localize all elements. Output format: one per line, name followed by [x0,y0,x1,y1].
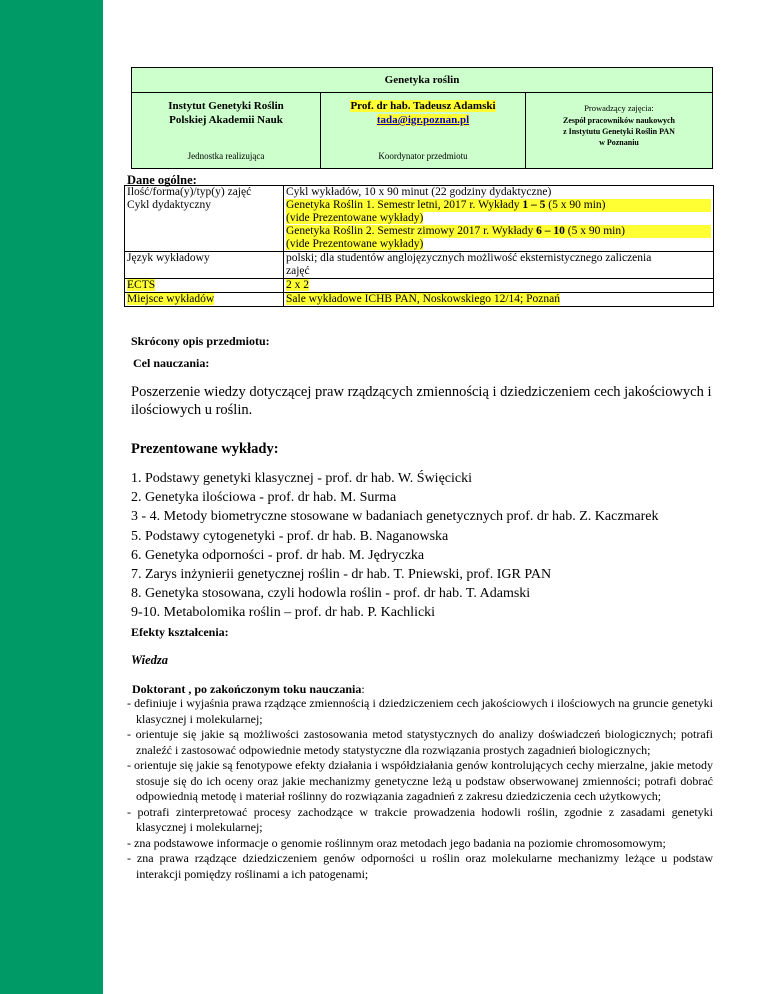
value-line: zajęć [286,265,310,277]
key-cycle: Cykl dydaktyczny [127,199,211,211]
coordinator-cell [321,92,526,169]
list-item: - zna podstawowe informacje o genomie roślinnym oraz metodach jego badania na poziomie chromosomowym; [127,835,666,850]
instructors-cell [526,92,712,169]
outcomes-list [127,696,713,882]
coordinator-label: Koordynator przedmiotu [378,151,468,161]
list-item: - potrafi zinterpretować procesy zachodzące w trakcie prowadzenia hodowli roślin, zgodnie z zasadami genetyki klasycznej i molekularnej; [127,804,713,834]
coordinator-email-link[interactable]: tada@igr.poznan.pl [376,114,470,126]
institute-line-1: Instytut Genetyki Roślin [168,100,284,112]
row-value [284,293,714,307]
table-row [125,279,714,293]
row-key [125,252,284,279]
key-forms: Ilość/forma(y)/typ(y) zajęć [127,186,252,198]
value-place: Sale wykładowe ICHB PAN, Noskowskiego 12/14; Poznań [286,293,560,305]
instructors-label: Prowadzący zajęcia: [584,103,654,113]
lectures-heading: Prezentowane wykłady: [131,441,279,457]
value-part: Genetyka Roślin 1. Semestr letni, 2017 r. Wykłady [286,199,523,211]
coordinator-name: Prof. dr hab. Tadeusz Adamski [350,100,496,112]
institute-label: Jednostka realizująca [187,151,265,161]
instructors-line-3: w Poznaniu [599,138,639,147]
value-line-highlighted: (vide Prezentowane wykłady) [286,212,424,224]
list-item: - orientuje się jakie są fenotypowe efekty działania i współdziałania genów kontrolujących cechy mierzalne, jakie metody stosuje się do ich oceny oraz jakie mechanizmy genetyczne leżą u podstaw obserwowanej zmienności; potrafi dobrać odpowiednią metodę i materiał roślinny do rozwiązania zagadnień z zakresu dziedziczenia cech użytkowych; [127,758,713,803]
table-row [125,252,714,279]
institute-line-2: Polskiej Akademii Nauk [169,114,283,126]
list-item: 6. Genetyka odporności - prof. dr hab. M. Jędryczka [131,547,425,563]
row-value [284,252,714,279]
key-language: Język wykładowy [127,252,210,264]
row-value [284,279,714,293]
value-line: polski; dla studentów anglojęzycznych możliwość eksternistycznego zaliczenia [286,252,652,264]
list-item: 8. Genetyka stosowana, czyli hodowla roślin - prof. dr hab. T. Adamski [131,586,531,602]
course-title: Genetyka roślin [132,68,712,93]
list-item: 1. Podstawy genetyki klasycznej - prof. dr hab. W. Święcicki [131,471,472,486]
knowledge-heading: Wiedza [131,653,169,667]
general-table [124,185,714,307]
value-line-highlighted: (vide Prezentowane wykłady) [286,238,424,250]
table-row [125,293,714,307]
list-item: 7. Zarys inżynierii genetycznej roślin - dr hab. T. Pniewski, prof. IGR PAN [131,567,552,583]
lectures-list [131,469,659,623]
instructors-line-2: z Instytutu Genetyki Roślin PAN [563,127,675,136]
value-part: Genetyka Roślin 2. Semestr zimowy 2017 r. Wykłady [286,225,537,237]
general-heading: Dane ogólne: [127,173,197,187]
goal-text: Poszerzenie wiedzy dotyczącej praw rządzących zmiennością i dziedziczeniem cech jakościowych i ilościowych u roślin. [131,384,712,418]
table-row [125,186,714,252]
list-item: - zna prawa rządzące dziedziczeniem genów odporności u roślin oraz molekularne mechanizmy leżące u podstaw interakcji pomiędzy roślinami a ich patogenami; [127,851,713,881]
institute-cell [132,92,321,169]
value-part-bold: 6 – 10 [536,225,565,237]
instructors-line-1: Zespół pracowników naukowych [562,116,676,125]
value-line: Cykl wykładów, 10 x 90 minut (22 godziny dydaktyczne) [286,186,552,198]
course-header-table [131,67,713,169]
value-part: (5 x 90 min) [545,199,606,211]
list-item: 3 - 4. Metody biometryczne stosowane w badaniach genetycznych prof. dr hab. Z. Kaczmarek [131,509,659,525]
value-part: (5 x 90 min) [564,225,625,237]
goal-heading: Cel nauczania: [133,356,210,370]
doctorate-intro [132,682,365,697]
list-item: - definiuje i wyjaśnia prawa rządzące zmiennością i dziedziczeniem cech jakościowych i ilościowych na gruncie genetyki klasycznej i molekularnej; [127,696,713,726]
row-key [125,293,284,307]
list-item: 5. Podstawy cytogenetyki - prof. dr hab. B. Naganowska [131,528,449,544]
key-ects: ECTS [127,279,156,291]
row-key [125,186,284,252]
value-line-highlighted [286,225,711,238]
list-item: 9-10. Metabolomika roślin – prof. dr hab. P. Kachlicki [131,605,436,621]
effects-heading: Efekty kształcenia: [131,625,229,639]
key-place: Miejsce wykładów [127,293,215,305]
value-line-highlighted [286,199,711,212]
list-item: - orientuje się jakie są możliwości zastosowania metod statystycznych do analizy doświadczeń biologicznych; potrafi znaleźć i zastosować odpowiednie metody statystyczne dla rozwiązania prostych zagadnień biologicznych; [127,727,713,757]
row-key [125,279,284,293]
value-ects: 2 x 2 [286,279,309,291]
row-value [284,186,714,252]
doctorate-intro-bold: Doktorant , po zakończonym toku nauczania [132,682,362,696]
list-item: 2. Genetyka ilościowa - prof. dr hab. M. Surma [131,490,397,506]
value-part-bold: 1 – 5 [522,199,546,211]
doctorate-intro-colon: : [361,682,365,696]
short-description-heading: Skrócony opis przedmiotu: [131,334,270,348]
green-sidebar [0,0,103,994]
